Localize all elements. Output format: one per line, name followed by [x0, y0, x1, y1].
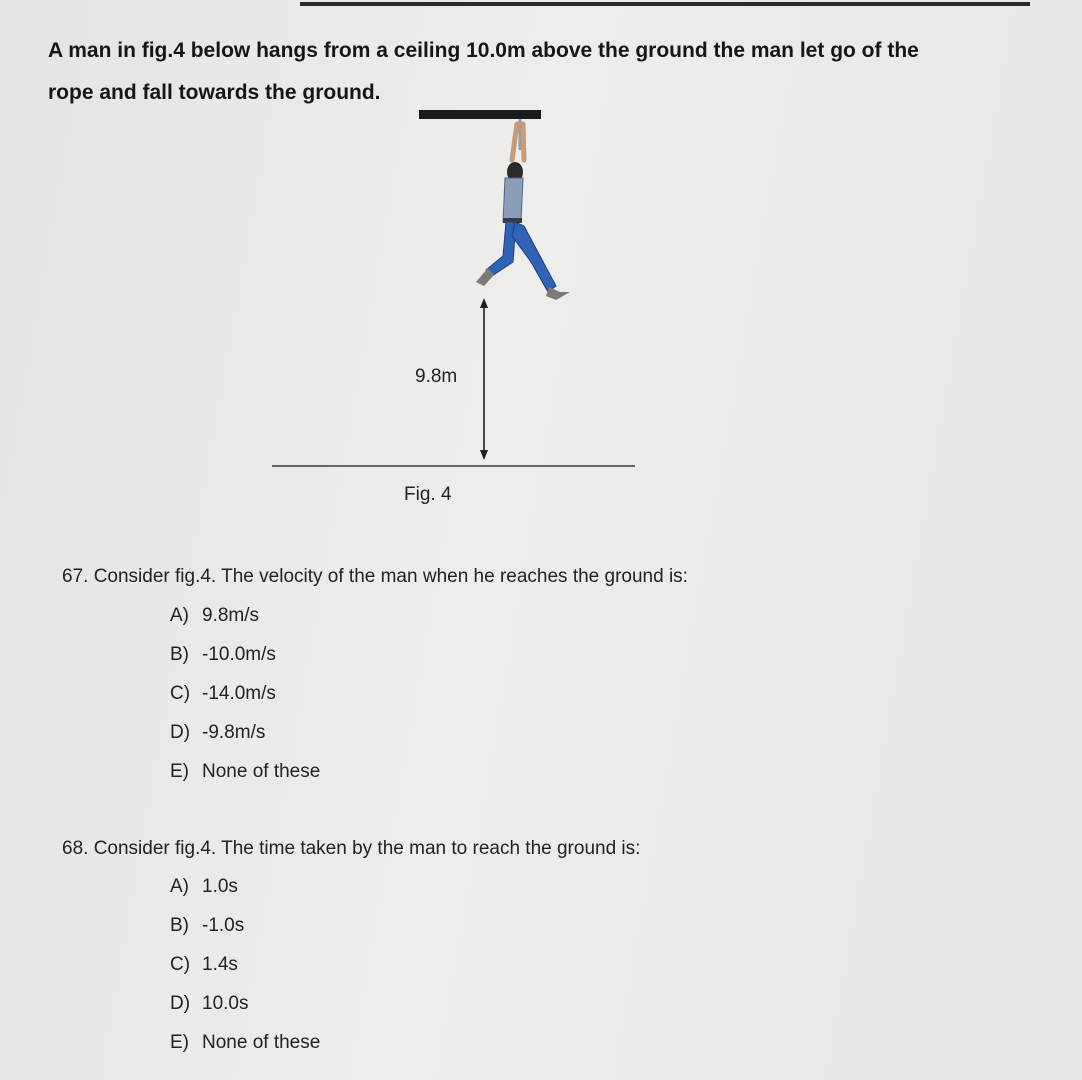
option-text: -1.0s — [202, 915, 245, 936]
option-letter: D) — [170, 722, 191, 743]
man-figure-icon — [476, 124, 570, 300]
option-text: 9.8m/s — [202, 605, 260, 626]
arrow-head-down-icon — [480, 450, 488, 460]
option-letter: E) — [170, 761, 189, 782]
option-68-a[interactable] — [170, 876, 320, 915]
option-text: -9.8m/s — [202, 722, 266, 743]
option-68-b[interactable] — [170, 915, 320, 954]
option-letter: B) — [170, 915, 189, 936]
question-68: 68. Consider fig.4. The time taken by the man to reach the ground is: — [62, 838, 641, 859]
height-label: 9.8m — [415, 366, 458, 387]
option-text: 10.0s — [202, 993, 249, 1014]
question-68-options — [170, 876, 320, 1071]
option-letter: D) — [170, 993, 191, 1014]
option-letter: A) — [170, 605, 189, 626]
option-text: 1.4s — [202, 954, 238, 975]
option-letter: E) — [170, 1032, 189, 1053]
option-67-a[interactable] — [170, 605, 320, 644]
question-67-options — [170, 605, 320, 800]
intro-line-2: rope and fall towards the ground. — [48, 81, 381, 104]
option-text: -14.0m/s — [202, 683, 276, 704]
arrow-head-up-icon — [480, 298, 488, 308]
option-67-b[interactable] — [170, 644, 320, 683]
option-text: None of these — [202, 1032, 321, 1053]
option-letter: B) — [170, 644, 189, 665]
option-67-e[interactable] — [170, 761, 320, 800]
option-letter: C) — [170, 683, 191, 704]
option-text: 1.0s — [202, 876, 238, 897]
option-68-e[interactable] — [170, 1032, 320, 1071]
option-68-c[interactable] — [170, 954, 320, 993]
question-67: 67. Consider fig.4. The velocity of the man when he reaches the ground is: — [62, 566, 688, 587]
option-text: -10.0m/s — [202, 644, 276, 665]
option-67-c[interactable] — [170, 683, 320, 722]
option-letter: A) — [170, 876, 189, 897]
option-67-d[interactable] — [170, 722, 320, 761]
intro-line-1: A man in fig.4 below hangs from a ceiling 10.0m above the ground the man let go of the — [48, 39, 919, 62]
option-68-d[interactable] — [170, 993, 320, 1032]
option-text: None of these — [202, 761, 321, 782]
option-letter: C) — [170, 954, 191, 975]
ceiling-bar — [419, 110, 541, 119]
figure-caption: Fig. 4 — [404, 484, 452, 505]
